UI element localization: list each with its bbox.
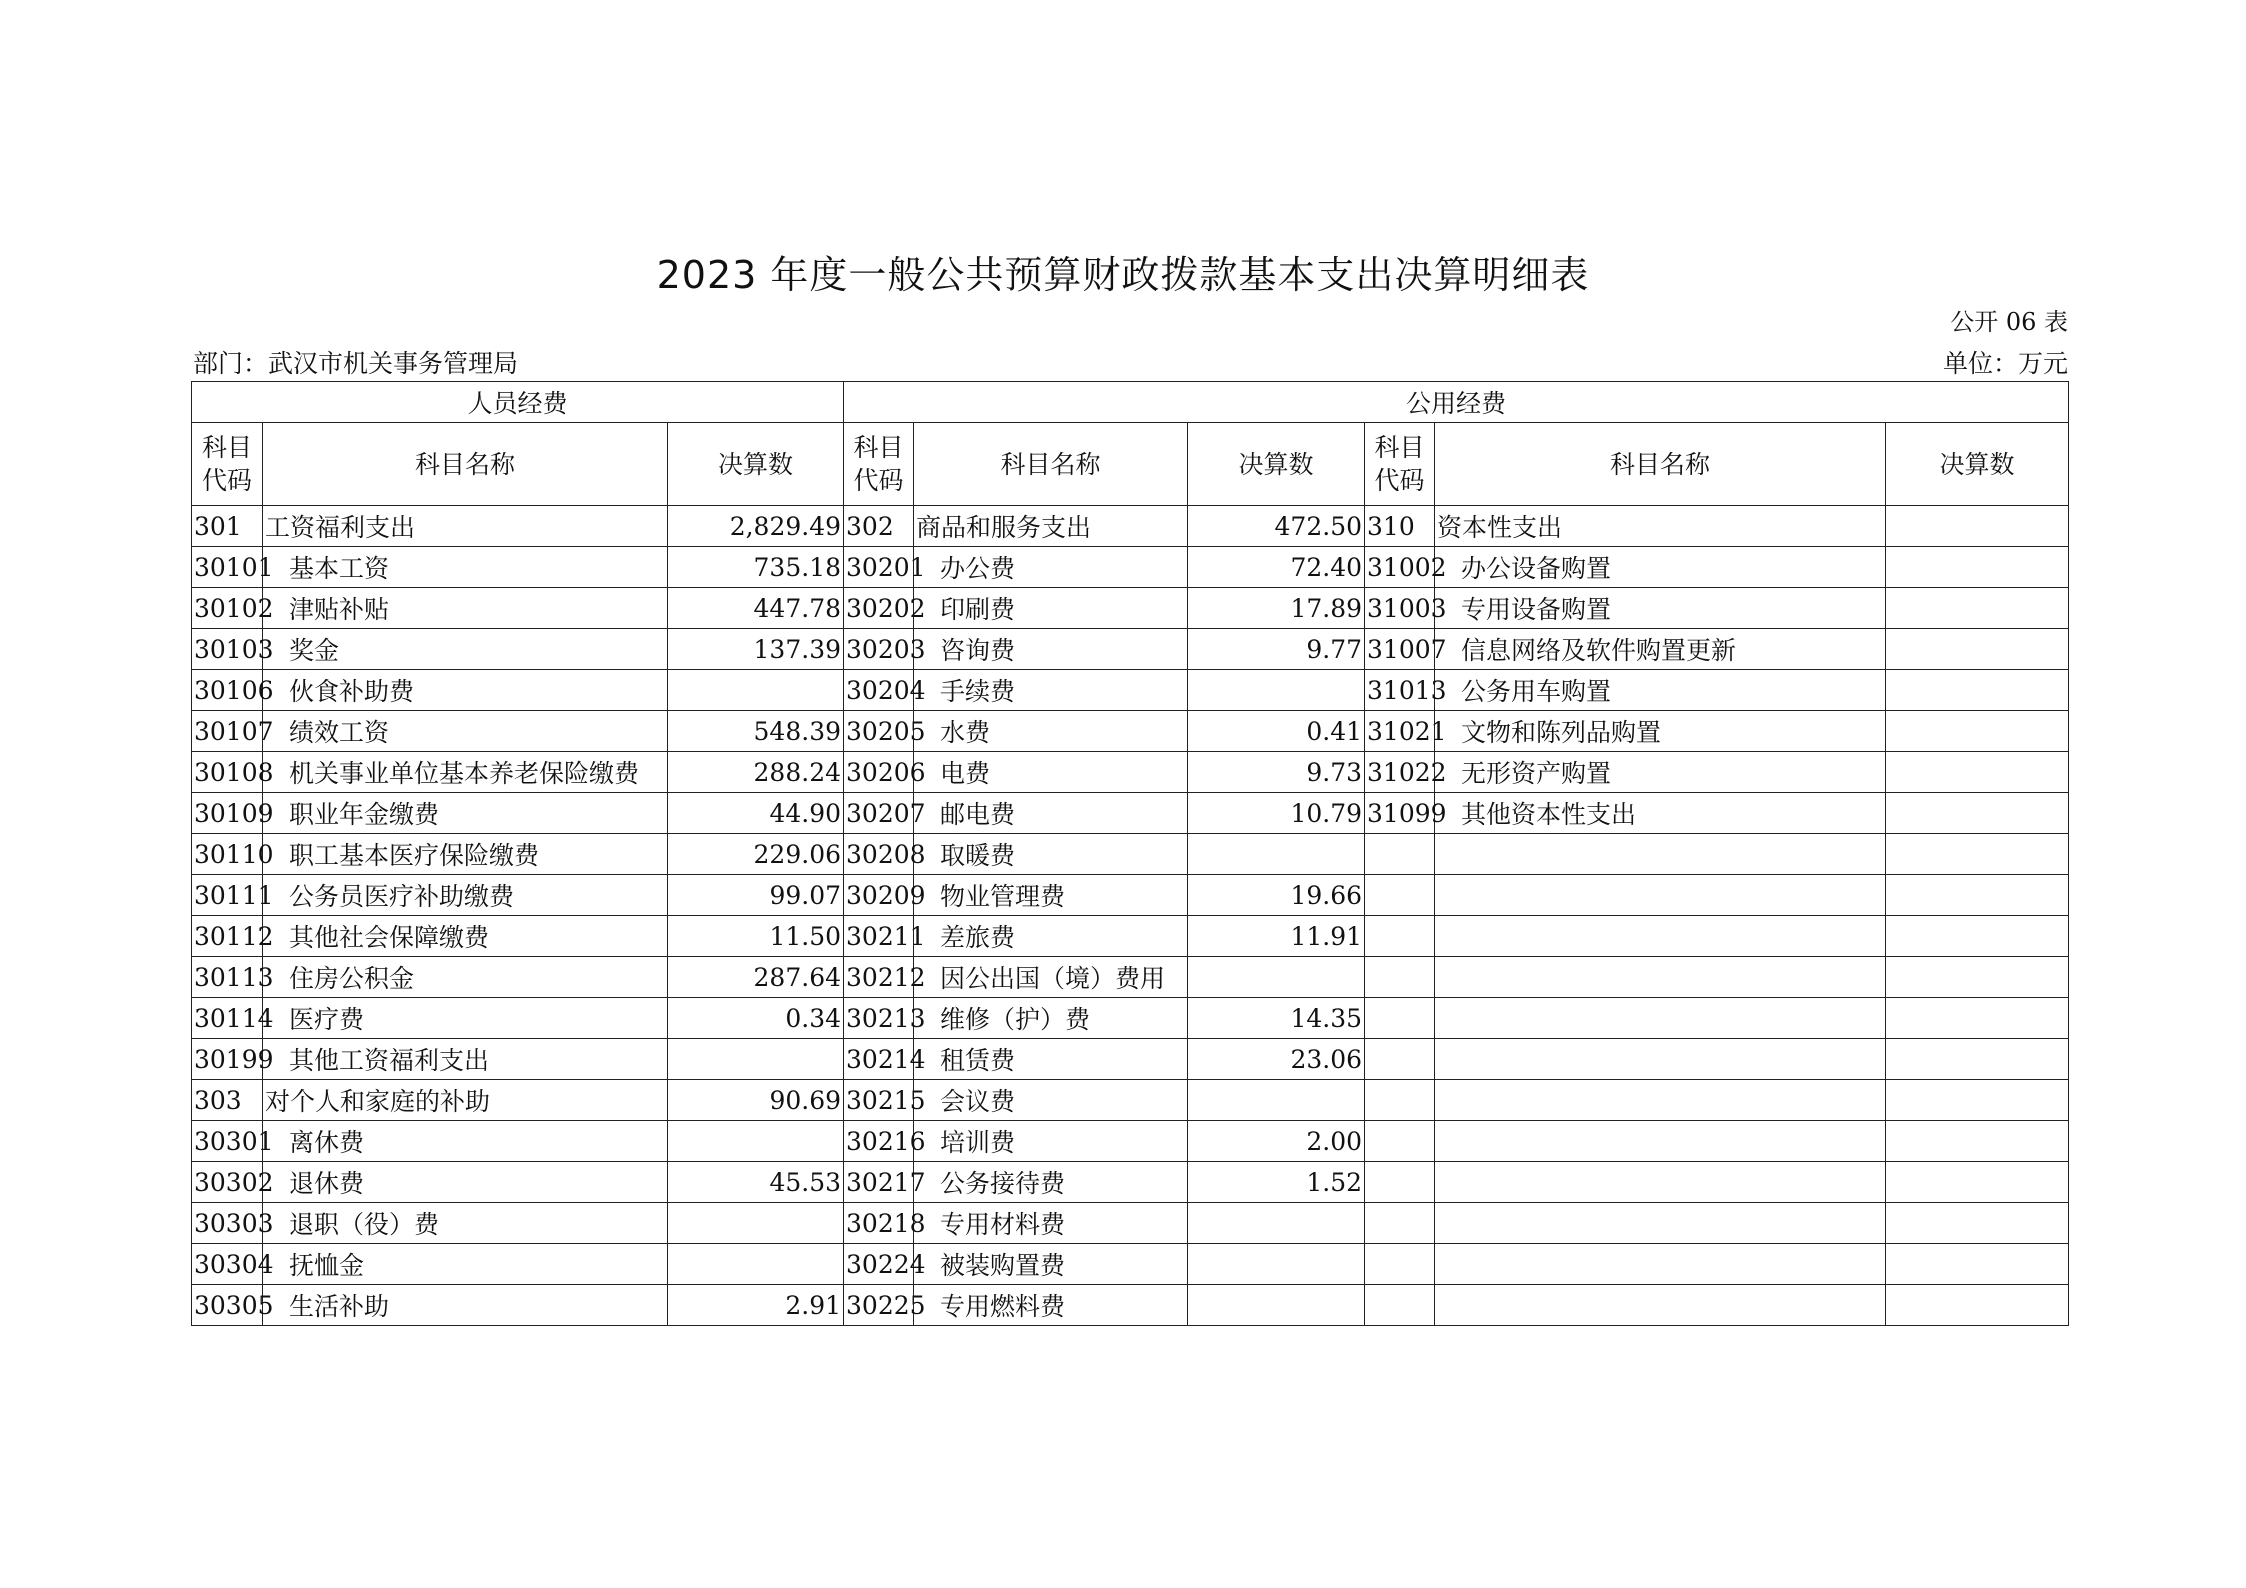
final-amount: 137.39	[668, 629, 844, 670]
subject-name: 咨询费	[914, 629, 1188, 670]
subject-name: 退休费	[263, 1162, 668, 1203]
subject-code	[1365, 1162, 1435, 1203]
table-row	[192, 875, 2069, 916]
final-amount	[668, 1039, 844, 1080]
subject-name: 商品和服务支出	[914, 506, 1188, 547]
final-amount	[1188, 957, 1365, 998]
subject-code: 31003	[1365, 588, 1435, 629]
final-amount	[1886, 957, 2069, 998]
table-row	[192, 998, 2069, 1039]
subject-code	[1365, 1203, 1435, 1244]
final-amount	[1886, 998, 2069, 1039]
section-header-row	[192, 382, 2069, 423]
subject-name: 对个人和家庭的补助	[263, 1080, 668, 1121]
subject-name: 资本性支出	[1435, 506, 1886, 547]
final-amount	[1188, 1203, 1365, 1244]
subject-name: 其他社会保障缴费	[263, 916, 668, 957]
subject-name	[1435, 1162, 1886, 1203]
subject-code: 30224	[844, 1244, 914, 1285]
subject-name: 物业管理费	[914, 875, 1188, 916]
final-amount: 9.77	[1188, 629, 1365, 670]
subject-name: 机关事业单位基本养老保险缴费	[263, 752, 668, 793]
table-row	[192, 1285, 2069, 1326]
subject-name: 津贴补贴	[263, 588, 668, 629]
final-amount	[1886, 1244, 2069, 1285]
subject-name: 医疗费	[263, 998, 668, 1039]
subject-name	[1435, 834, 1886, 875]
expenditure-table	[191, 381, 2069, 1326]
subject-code	[1365, 1244, 1435, 1285]
subject-name: 电费	[914, 752, 1188, 793]
unit-label: 单位：万元	[1942, 349, 2068, 378]
subject-name: 专用设备购置	[1435, 588, 1886, 629]
subject-name: 水费	[914, 711, 1188, 752]
subject-code	[1365, 1080, 1435, 1121]
subject-code: 30114	[192, 998, 263, 1039]
table-row	[192, 793, 2069, 834]
table-row	[192, 547, 2069, 588]
subject-code: 30206	[844, 752, 914, 793]
final-amount: 288.24	[668, 752, 844, 793]
final-amount: 287.64	[668, 957, 844, 998]
subject-code	[1365, 916, 1435, 957]
subject-code: 303	[192, 1080, 263, 1121]
table-row	[192, 506, 2069, 547]
subject-code: 30101	[192, 547, 263, 588]
final-amount: 17.89	[1188, 588, 1365, 629]
table-row	[192, 1162, 2069, 1203]
subject-code: 310	[1365, 506, 1435, 547]
subject-code: 31002	[1365, 547, 1435, 588]
final-amount	[1886, 711, 2069, 752]
final-amount: 44.90	[668, 793, 844, 834]
final-amount: 11.91	[1188, 916, 1365, 957]
subject-code: 30201	[844, 547, 914, 588]
subject-name: 无形资产购置	[1435, 752, 1886, 793]
header-name: 科目名称	[914, 423, 1188, 506]
subject-code	[1365, 1121, 1435, 1162]
subject-name: 其他资本性支出	[1435, 793, 1886, 834]
subject-name: 文物和陈列品购置	[1435, 711, 1886, 752]
header-amount: 决算数	[668, 423, 844, 506]
subject-code: 30202	[844, 588, 914, 629]
subject-name: 职业年金缴费	[263, 793, 668, 834]
subject-code: 302	[844, 506, 914, 547]
table-row	[192, 1121, 2069, 1162]
subject-name: 被装购置费	[914, 1244, 1188, 1285]
final-amount	[1886, 1162, 2069, 1203]
final-amount	[1886, 1039, 2069, 1080]
header-amount: 决算数	[1188, 423, 1365, 506]
final-amount: 735.18	[668, 547, 844, 588]
header-code: 科目 代码	[192, 423, 263, 506]
table-row	[192, 1039, 2069, 1080]
table-row	[192, 670, 2069, 711]
subject-name: 邮电费	[914, 793, 1188, 834]
subject-name: 其他工资福利支出	[263, 1039, 668, 1080]
section-public: 公用经费	[844, 382, 2069, 423]
subject-name	[1435, 1121, 1886, 1162]
subject-code: 30110	[192, 834, 263, 875]
subject-code: 30112	[192, 916, 263, 957]
table-row	[192, 629, 2069, 670]
subject-name: 会议费	[914, 1080, 1188, 1121]
final-amount	[1886, 629, 2069, 670]
subject-code: 30217	[844, 1162, 914, 1203]
final-amount: 472.50	[1188, 506, 1365, 547]
subject-name	[1435, 998, 1886, 1039]
subject-code: 31021	[1365, 711, 1435, 752]
final-amount	[668, 670, 844, 711]
subject-code: 30302	[192, 1162, 263, 1203]
subject-code: 30199	[192, 1039, 263, 1080]
final-amount	[1188, 1244, 1365, 1285]
subject-code: 30215	[844, 1080, 914, 1121]
header-name: 科目名称	[1435, 423, 1886, 506]
subject-name: 因公出国（境）费用	[914, 957, 1188, 998]
subject-name	[1435, 916, 1886, 957]
form-number: 公开 06 表	[1950, 308, 2068, 336]
column-header-row	[192, 423, 2069, 506]
final-amount: 11.50	[668, 916, 844, 957]
subject-name	[1435, 957, 1886, 998]
subject-name: 伙食补助费	[263, 670, 668, 711]
subject-code	[1365, 1285, 1435, 1326]
subject-name: 手续费	[914, 670, 1188, 711]
final-amount	[1886, 752, 2069, 793]
subject-name: 公务接待费	[914, 1162, 1188, 1203]
subject-code: 30204	[844, 670, 914, 711]
subject-code: 30216	[844, 1121, 914, 1162]
final-amount: 0.41	[1188, 711, 1365, 752]
final-amount: 99.07	[668, 875, 844, 916]
header-name: 科目名称	[263, 423, 668, 506]
subject-name	[1435, 1080, 1886, 1121]
subject-code: 30205	[844, 711, 914, 752]
final-amount: 10.79	[1188, 793, 1365, 834]
final-amount	[668, 1121, 844, 1162]
subject-code: 30212	[844, 957, 914, 998]
subject-code: 30203	[844, 629, 914, 670]
table-row	[192, 711, 2069, 752]
subject-code: 30218	[844, 1203, 914, 1244]
subject-name	[1435, 1285, 1886, 1326]
subject-code: 30207	[844, 793, 914, 834]
final-amount	[1886, 916, 2069, 957]
subject-code: 30305	[192, 1285, 263, 1326]
final-amount	[1886, 1203, 2069, 1244]
department-label: 部门：武汉市机关事务管理局	[193, 349, 519, 378]
subject-code: 30106	[192, 670, 263, 711]
final-amount: 2.91	[668, 1285, 844, 1326]
final-amount	[668, 1203, 844, 1244]
subject-code: 30109	[192, 793, 263, 834]
final-amount	[1886, 875, 2069, 916]
final-amount: 548.39	[668, 711, 844, 752]
subject-code: 31007	[1365, 629, 1435, 670]
subject-code: 31022	[1365, 752, 1435, 793]
final-amount	[1886, 547, 2069, 588]
subject-code: 31099	[1365, 793, 1435, 834]
final-amount	[1886, 1080, 2069, 1121]
subject-name: 信息网络及软件购置更新	[1435, 629, 1886, 670]
final-amount	[1188, 1285, 1365, 1326]
subject-code	[1365, 1039, 1435, 1080]
subject-name: 专用燃料费	[914, 1285, 1188, 1326]
final-amount: 0.34	[668, 998, 844, 1039]
subject-name	[1435, 1203, 1886, 1244]
subject-name: 租赁费	[914, 1039, 1188, 1080]
final-amount	[1886, 1121, 2069, 1162]
subject-code: 301	[192, 506, 263, 547]
subject-code	[1365, 957, 1435, 998]
subject-name: 离休费	[263, 1121, 668, 1162]
subject-code: 30213	[844, 998, 914, 1039]
header-code: 科目 代码	[1365, 423, 1435, 506]
subject-code: 30113	[192, 957, 263, 998]
subject-code: 30301	[192, 1121, 263, 1162]
final-amount: 45.53	[668, 1162, 844, 1203]
subject-code: 30102	[192, 588, 263, 629]
subject-code	[1365, 834, 1435, 875]
subject-code: 31013	[1365, 670, 1435, 711]
subject-code: 30111	[192, 875, 263, 916]
subject-name: 住房公积金	[263, 957, 668, 998]
final-amount: 2,829.49	[668, 506, 844, 547]
subject-name: 抚恤金	[263, 1244, 668, 1285]
table-row	[192, 752, 2069, 793]
final-amount: 447.78	[668, 588, 844, 629]
subject-name: 差旅费	[914, 916, 1188, 957]
header-amount: 决算数	[1886, 423, 2069, 506]
final-amount	[1886, 793, 2069, 834]
subject-code: 30214	[844, 1039, 914, 1080]
subject-name: 办公费	[914, 547, 1188, 588]
subject-name: 公务用车购置	[1435, 670, 1886, 711]
subject-name: 工资福利支出	[263, 506, 668, 547]
final-amount: 19.66	[1188, 875, 1365, 916]
subject-name: 生活补助	[263, 1285, 668, 1326]
final-amount: 1.52	[1188, 1162, 1365, 1203]
final-amount	[1886, 588, 2069, 629]
subject-code: 30103	[192, 629, 263, 670]
final-amount	[668, 1244, 844, 1285]
subject-code: 30304	[192, 1244, 263, 1285]
table-row	[192, 588, 2069, 629]
subject-code: 30225	[844, 1285, 914, 1326]
header-code: 科目 代码	[844, 423, 914, 506]
subject-name: 基本工资	[263, 547, 668, 588]
table-row	[192, 1203, 2069, 1244]
final-amount	[1188, 1080, 1365, 1121]
final-amount	[1886, 1285, 2069, 1326]
table-row	[192, 1080, 2069, 1121]
final-amount	[1886, 834, 2069, 875]
subject-code: 30108	[192, 752, 263, 793]
subject-code: 30303	[192, 1203, 263, 1244]
subject-code	[1365, 875, 1435, 916]
final-amount: 2.00	[1188, 1121, 1365, 1162]
subject-name: 绩效工资	[263, 711, 668, 752]
subject-name: 取暖费	[914, 834, 1188, 875]
subject-name: 印刷费	[914, 588, 1188, 629]
final-amount	[1188, 670, 1365, 711]
subject-name	[1435, 1244, 1886, 1285]
subject-code: 30209	[844, 875, 914, 916]
final-amount: 14.35	[1188, 998, 1365, 1039]
subject-name	[1435, 1039, 1886, 1080]
table-row	[192, 1244, 2069, 1285]
subject-code: 30107	[192, 711, 263, 752]
subject-name: 退职（役）费	[263, 1203, 668, 1244]
final-amount	[1886, 506, 2069, 547]
table-row	[192, 834, 2069, 875]
subject-name: 维修（护）费	[914, 998, 1188, 1039]
subject-name: 办公设备购置	[1435, 547, 1886, 588]
final-amount	[1886, 670, 2069, 711]
subject-name: 公务员医疗补助缴费	[263, 875, 668, 916]
subject-code: 30211	[844, 916, 914, 957]
subject-name: 专用材料费	[914, 1203, 1188, 1244]
table-row	[192, 957, 2069, 998]
subject-code	[1365, 998, 1435, 1039]
subject-code: 30208	[844, 834, 914, 875]
subject-name: 奖金	[263, 629, 668, 670]
final-amount: 23.06	[1188, 1039, 1365, 1080]
subject-name: 培训费	[914, 1121, 1188, 1162]
section-personnel: 人员经费	[192, 382, 844, 423]
final-amount: 72.40	[1188, 547, 1365, 588]
subject-name	[1435, 875, 1886, 916]
table-row	[192, 916, 2069, 957]
final-amount	[1188, 834, 1365, 875]
page-title: 2023 年度一般公共预算财政拨款基本支出决算明细表	[656, 253, 1590, 297]
final-amount: 90.69	[668, 1080, 844, 1121]
final-amount: 229.06	[668, 834, 844, 875]
final-amount: 9.73	[1188, 752, 1365, 793]
subject-name: 职工基本医疗保险缴费	[263, 834, 668, 875]
